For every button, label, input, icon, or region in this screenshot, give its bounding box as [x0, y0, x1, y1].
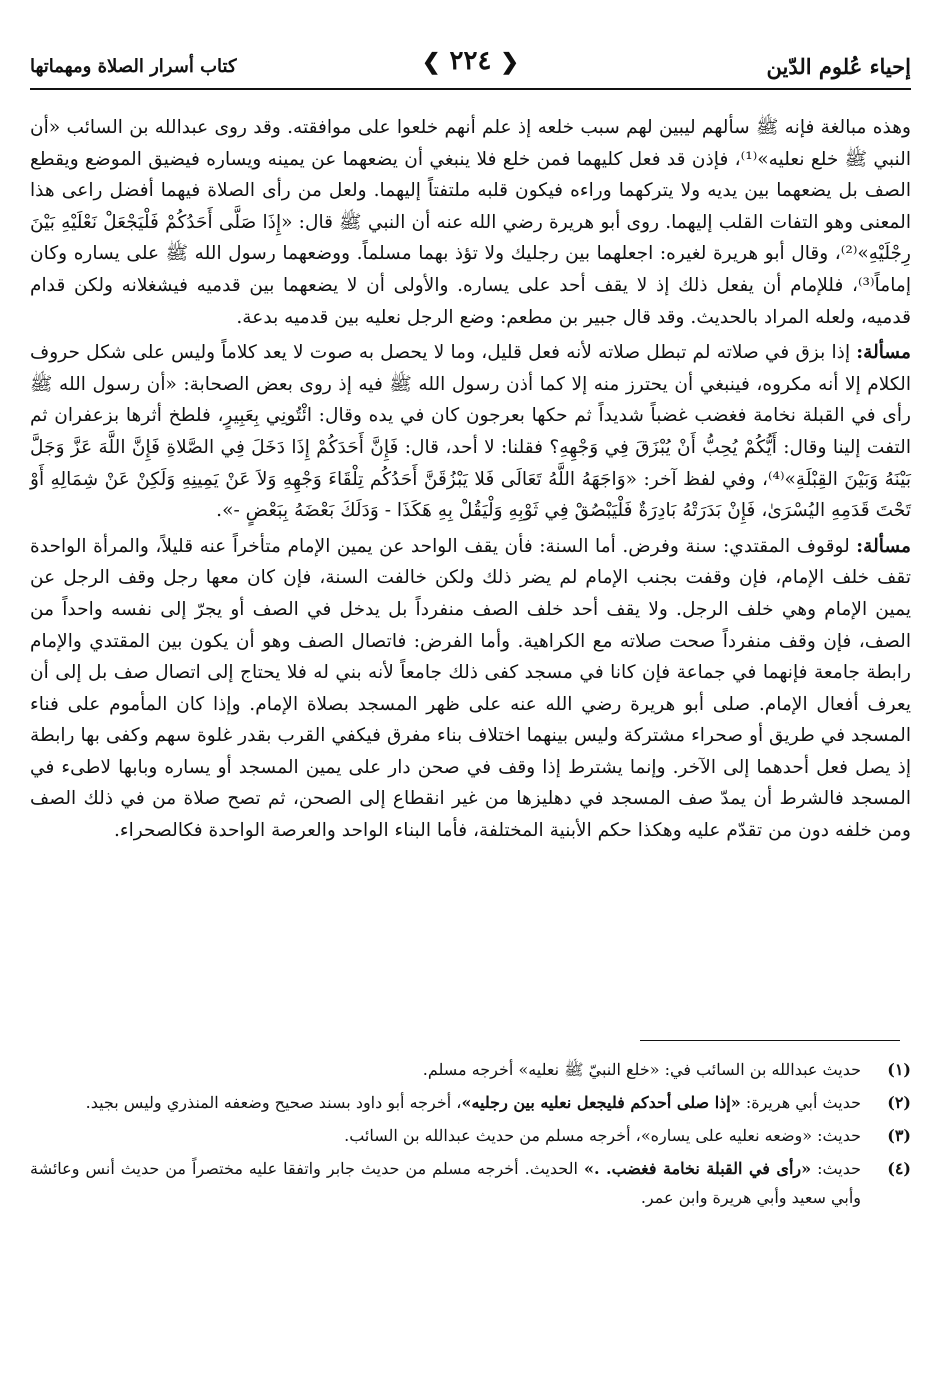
footnote-rest: ، أخرجه مسلم من حديث عبدالله بن السائب.: [344, 1126, 641, 1145]
footnote-lead: حديث:: [817, 1159, 861, 1178]
footnote-number: (٤): [887, 1159, 911, 1178]
ornament-left-icon: ❯: [422, 49, 441, 75]
footnote: [30, 1088, 911, 1117]
paragraph-text: وهذه مبالغة فإنه ﷺ سألهم ليبين لهم سبب خلعه إذ علم أنهم خلعوا على موافقته. وقد روى عبدالله بن السائب «أن النبي ﷺ خلع نعليه»⁽¹⁾، فإذن قد فعل كليهما فمن خلع فلا ينبغي أن يضعهما عن يمينه ويساره فيضيق الموضع ويقطع الصف بل يضعهما بين يديه ولا يتركهما وراءه فيكون قلبه ملتفتاً إليهما. ولعل من رأى الصلاة فيهما أفضل راعى هذا المعنى وهو التفات القلب إليهما. روى أبو هريرة رضي الله عنه أن النبي ﷺ قال: «إِذَا صَلَّى أَحَدُكُمْ فَلْيَجْعَلْ نَعْلَيْهِ بَيْنَ رِجْلَيْهِ»⁽²⁾، وقال أبو هريرة لغيره: اجعلهما بين رجليك ولا تؤذ بهما مسلماً. ووضعهما رسول الله ﷺ على يساره وكان إماماً⁽³⁾، فللإمام أن يفعل ذلك إذ لا يقف أحد على يساره. والأولى أن لا يضعهما بين قدميه فيشغلانه ولكن قدام قدميه، ولعله المراد بالحديث. وقد قال جبير بن مطعم: وضع الرجل نعليه بين قدميه بدعة.: [30, 117, 911, 328]
footnote-rest: ، أخرجه أبو داود بسند صحيح وضعفه المنذري وليس بجيد.: [85, 1093, 462, 1112]
footnote-rule: [640, 1040, 900, 1041]
issue-label: مسألة:: [856, 342, 911, 364]
footnote: [30, 1154, 911, 1212]
footnote-rest: الحديث. أخرجه مسلم من حديث جابر واتفقا عليه مختصراً من حديث أنس وعائشة وأبي سعيد وأبي هريرة وابن عمر.: [30, 1159, 861, 1207]
footnote-quote: «وضعه نعليه على يساره»: [640, 1126, 813, 1145]
ornament-right-icon: ❮: [500, 49, 519, 75]
paragraph-text: إذا بزق في صلاته لم تبطل صلاته لأنه فعل قليل، وما لا يحصل به صوت لا يعد كلاماً وليس على شكل حروف الكلام إلا أنه مكروه، فينبغي أن يحترز منه إلا كما أذن رسول الله ﷺ فيه إذ روى بعض الصحابة: «أن رسول الله ﷺ رأى في القبلة نخامة فغضب غضباً شديداً ثم حكها بعرجون كان في يده وقال: ائْتُونِي بِعَبِيرٍ، فلطخ أثرها بزعفران ثم التفت إلينا وقال: أَيُّكُمْ يُحِبُّ أَنْ يُبْزَقَ فِي وَجْهِهِ؟ فقلنا: لا أحد، قال: فَإِنَّ أَحَدَكُمْ إِذَا دَخَلَ فِي الصَّلاةِ فَإِنَّ اللَّهَ عَزَّ وَجَلَّ بَيْنَهُ وَبَيْنَ القِبْلَةِ»⁽⁴⁾، وفي لفظ آخر: «وَاجَهَهُ اللَّهُ تَعَالَى فَلا يَبْزُقَنَّ أَحَدُكُم تِلْقَاءَ وَجْهِهِ وَلاَ عَنْ يَمِينِهِ وَلَكِنْ عَنْ شِمَالِهِ أَوْ تَحْتَ قَدَمِهِ اليُسْرَىٰ، فَإِنْ بَدَرَتْهُ بَادِرَةٌ فَلْيَبْصُقْ فِي ثَوْبِهِ وَلْيَقُلْ بِهِ هَكَذَا - وَدَلَكَ بَعْضَهُ بِبَعْضٍ -».: [30, 342, 911, 522]
footnote-rest: أخرجه مسلم.: [422, 1060, 514, 1079]
footnote: [30, 1055, 911, 1084]
book-title: إحياء عُلوم الدّين: [766, 54, 911, 79]
chapter-title: كتاب أسرار الصلاة ومهماتها: [30, 56, 237, 77]
main-text: [30, 112, 911, 847]
footnote: [30, 1121, 911, 1150]
issue-label: مسألة:: [856, 535, 911, 557]
footnote-quote: «رأى في القبلة نخامة فغضب. .»: [583, 1159, 812, 1178]
footnote-quote: «خلع النبيّ ﷺ نعليه»: [518, 1060, 660, 1079]
running-header: [30, 44, 911, 92]
footnote-number: (١): [887, 1060, 911, 1079]
footnote-lead: حديث عبدالله بن السائب في:: [664, 1060, 861, 1079]
footnote-quote: «إذا صلى أحدكم فليجعل نعليه بين رجليه»: [461, 1093, 741, 1112]
footnote-number: (٣): [887, 1126, 911, 1145]
paragraph-text: لوقوف المقتدي: سنة وفرض. أما السنة: فأن يقف الواحد عن يمين الإمام متأخراً عنه قليلاً، والمرأة الواحدة تقف خلف الإمام، فإن وقفت بجنب الإمام لم يضر ذلك ولكن خالفت السنة، فإن كان معها رجل وقف الرجل عن يمين الإمام وهي خلف الرجل. ولا يقف أحد خلف الصف منفرداً بل يدخل في الصف أو يجرّ إلى نفسه واحداً من الصف، فإن وقف منفرداً صحت صلاته مع الكراهية. وأما الفرض: فاتصال الصف وهو أن يكون بين المقتدي والإمام رابطة جامعة فإنهما في جماعة فإن كانا في مسجد كفى ذلك جامعاً لأنه بني له فلا يحتاج إلى اتصال صف بل إلى أن يعرف أفعال الإمام. صلى أبو هريرة رضي الله عنه على ظهر المسجد بصلاة الإمام. وإذا كان المأموم على فناء المسجد في طريق أو صحراء مشتركة وليس بينهما اختلاف بناء مفرق فيكفي القرب بقدر غلوة سهم وكفى بها رابطة إذ يصل فعل أحدهما إلى الآخر. وإنما يشترط إذا وقف في صحن دار على يمين المسجد أو يساره وبابها لاطىء في المسجد فالشرط أن يمدّ صف المسجد في دهليزها من غير انقطاع إلى الصحن، ثم تصح صلاة من في ذلك الصف ومن خلفه دون من تقدّم عليه وهكذا حكم الأبنية المختلفة، فأما البناء الواحد والعرصة الواحدة فكالصحراء.: [30, 535, 911, 842]
footnote-lead: حديث:: [817, 1126, 861, 1145]
paragraph: [30, 531, 911, 847]
footnote-lead: حديث أبي هريرة:: [745, 1093, 861, 1112]
header-rule: [30, 88, 911, 90]
page-number: ٢٢٤: [449, 46, 492, 76]
page-number-block: [422, 46, 519, 76]
paragraph: [30, 337, 911, 527]
footnotes: [30, 1055, 911, 1216]
footnote-number: (٢): [887, 1093, 911, 1112]
paragraph: [30, 112, 911, 333]
